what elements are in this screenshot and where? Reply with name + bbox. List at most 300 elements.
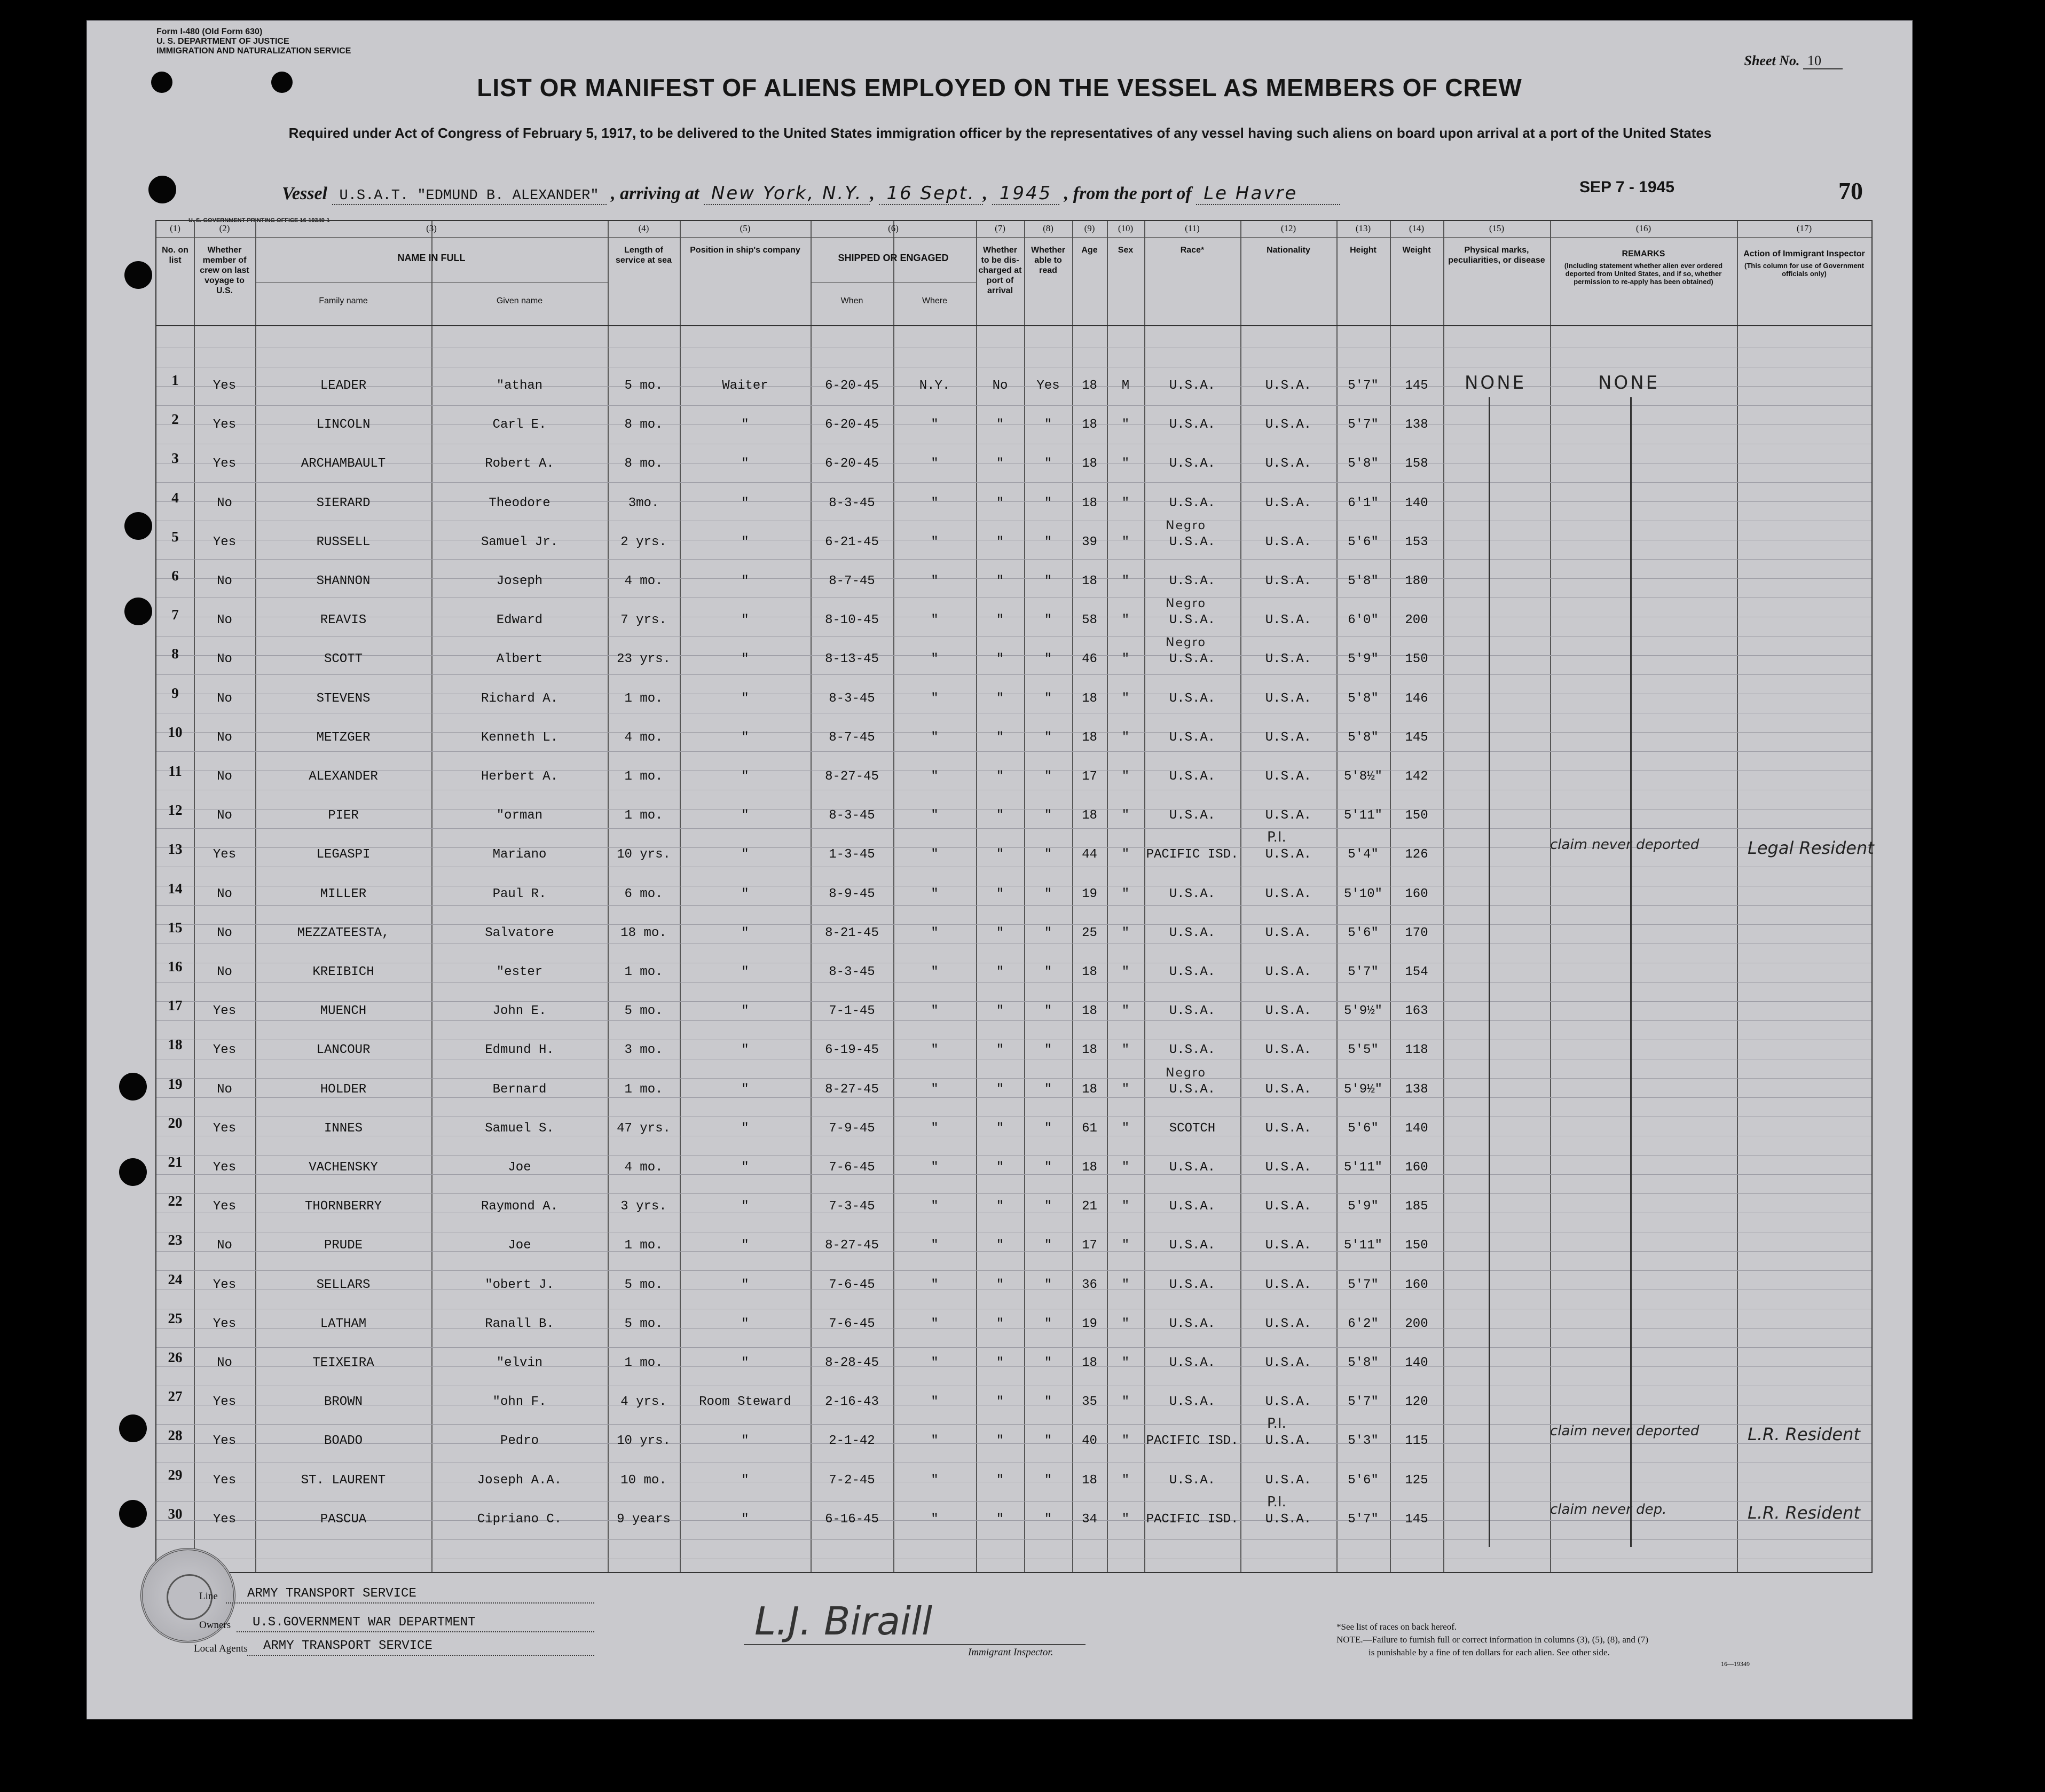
punch-hole (124, 261, 152, 289)
cell-weight: 185 (1405, 1199, 1428, 1214)
cell-height: 5'9" (1348, 1199, 1379, 1214)
cell-position: " (741, 652, 749, 667)
footer-note-races: *See list of races on back hereof. (1336, 1622, 1457, 1632)
cell-sex: " (1121, 1082, 1130, 1097)
continuation-line (1630, 397, 1632, 1547)
cell-service: 1 mo. (624, 1238, 663, 1253)
cell-weight: 160 (1405, 886, 1428, 901)
cell-crew: Yes (213, 1043, 237, 1058)
punch-hole (148, 176, 176, 203)
cell-family: SELLARS (316, 1277, 371, 1292)
cell-age: 35 (1082, 1395, 1097, 1410)
cell-family: INNES (324, 1121, 363, 1136)
column-header: Length of service at sea (616, 246, 672, 265)
cell-given: Carl E. (492, 418, 547, 433)
cell-weight: 142 (1405, 769, 1428, 784)
punch-hole (124, 598, 152, 625)
cell-weight: 118 (1405, 1043, 1428, 1058)
vessel-name: U.S.A.T. "EDMUND B. ALEXANDER" (332, 188, 607, 205)
cell-family: MEZZATEESTA, (297, 925, 390, 940)
cell-no: 15 (168, 919, 183, 936)
column-header: Whether to be dis-charged at port of arrival (978, 246, 1022, 295)
cell-race: U.S.A. (1169, 457, 1216, 471)
cell-read: " (1044, 1121, 1052, 1136)
cell-age: 21 (1082, 1199, 1097, 1214)
footer-note-penalty: NOTE.—Failure to furnish full or correct information in columns (3), (5), (8), and (7) (1336, 1634, 1648, 1645)
cell-discharged: " (996, 613, 1004, 628)
cell-position: " (741, 886, 749, 901)
cell-sex: " (1121, 691, 1130, 706)
punch-hole (119, 1500, 147, 1528)
cell-where: " (931, 1160, 939, 1175)
cell-no: 10 (168, 724, 183, 740)
cell-when: 7-1-45 (829, 1004, 875, 1019)
cell-nationality: U.S.A. (1265, 1277, 1312, 1292)
column-number: (17) (1796, 223, 1812, 233)
cell-height: 5'8" (1348, 691, 1379, 706)
cell-age: 39 (1082, 535, 1097, 549)
cell-service: 10 yrs. (617, 847, 671, 862)
cell-given: Richard A. (481, 691, 559, 706)
cell-height: 5'7" (1348, 1512, 1379, 1527)
cell-nationality: U.S.A. (1265, 886, 1312, 901)
cell-position: " (741, 1238, 749, 1253)
cell-read: " (1044, 1473, 1052, 1488)
cell-when: 7-2-45 (829, 1473, 875, 1488)
cell-given: Cipriano C. (477, 1512, 562, 1527)
cell-family: VACHENSKY (309, 1160, 378, 1175)
cell-when: 7-9-45 (829, 1121, 875, 1136)
cell-position: " (741, 1277, 749, 1292)
agents-value: ARMY TRANSPORT SERVICE (263, 1639, 432, 1653)
cell-given: "ester (496, 965, 543, 979)
cell-age: 25 (1082, 925, 1097, 940)
cell-height: 5'3" (1348, 1434, 1379, 1449)
cell-family: PRUDE (324, 1238, 363, 1253)
cell-read: " (1044, 535, 1052, 549)
cell-age: 19 (1082, 1316, 1097, 1331)
cell-no: 24 (168, 1271, 183, 1287)
cell-family: ST. LAURENT (301, 1473, 386, 1488)
cell-sex: " (1121, 1434, 1130, 1449)
column-number: (2) (219, 223, 230, 233)
cell-when: 8-3-45 (829, 691, 875, 706)
cell-discharged: " (996, 1160, 1004, 1175)
cell-where: " (931, 808, 939, 823)
cell-service: 5 mo. (624, 1277, 663, 1292)
cell-height: 5'8" (1348, 457, 1379, 471)
cell-when: 8-27-45 (825, 1082, 879, 1097)
cell-service: 3 yrs. (620, 1199, 667, 1214)
cell-crew: No (217, 1082, 232, 1097)
cell-family: METZGER (316, 730, 371, 745)
cell-read: " (1044, 1434, 1052, 1449)
remarks-none: NONE (1598, 372, 1660, 394)
column-subheader: (Including statement whether alien ever ordered deported from United States, and if so, whether permission to re-apply has been obtained) (1564, 262, 1723, 286)
cell-where: " (931, 1043, 939, 1058)
cell-nationality: U.S.A. (1265, 925, 1312, 940)
cell-sex: " (1121, 925, 1130, 940)
cell-where: " (931, 496, 939, 510)
cell-sex: " (1121, 1473, 1130, 1488)
cell-service: 4 mo. (624, 574, 663, 588)
cell-read: " (1044, 965, 1052, 979)
cell-read: " (1044, 691, 1052, 706)
cell-discharged: " (996, 730, 1004, 745)
cell-weight: 115 (1405, 1434, 1428, 1449)
cell-age: 36 (1082, 1277, 1097, 1292)
cell-given: Robert A. (485, 457, 554, 471)
cell-discharged: " (996, 808, 1004, 823)
cell-race: U.S.A. (1169, 769, 1216, 784)
cell-race: U.S.A. (1169, 613, 1216, 628)
cell-discharged: " (996, 652, 1004, 667)
cell-height: 5'9½" (1343, 1004, 1382, 1019)
cell-given: Joe (508, 1160, 531, 1175)
cell-position: Room Steward (699, 1395, 791, 1410)
column-number: (6) (888, 223, 899, 233)
cell-sex: " (1121, 1004, 1130, 1019)
cell-read: " (1044, 574, 1052, 588)
cell-position: " (741, 418, 749, 433)
cell-age: 58 (1082, 613, 1097, 628)
cell-position: " (741, 457, 749, 471)
cell-age: 18 (1082, 574, 1097, 588)
cell-discharged: " (996, 418, 1004, 433)
cell-read: " (1044, 886, 1052, 901)
cell-crew: Yes (213, 418, 237, 433)
cell-where: " (931, 1121, 939, 1136)
cell-discharged: " (996, 1043, 1004, 1058)
cell-nationality: U.S.A. (1265, 418, 1312, 433)
cell-race: U.S.A. (1169, 379, 1216, 393)
sheet-number-value: 10 (1803, 53, 1843, 69)
cell-read: Yes (1036, 379, 1060, 393)
cell-crew: Yes (213, 1434, 237, 1449)
cell-where: " (931, 847, 939, 862)
footer-note-fine: is punishable by a fine of ten dollars for each alien. See other side. (1368, 1647, 1610, 1657)
cell-position: " (741, 1121, 749, 1136)
page-subtitle: Required under Act of Congress of February 5, 1917, to be delivered to the United States immigration officer by the representatives of any vessel having such aliens on board upon arrival at a port of the United States (288, 125, 1712, 141)
cell-crew: No (217, 925, 232, 940)
cell-nationality: U.S.A. (1265, 613, 1312, 628)
cell-race: U.S.A. (1169, 1277, 1216, 1292)
cell-when: 8-7-45 (829, 730, 875, 745)
page-title: LIST OR MANIFEST OF ALIENS EMPLOYED ON THE VESSEL AS MEMBERS OF CREW (477, 74, 1522, 101)
cell-position: " (741, 691, 749, 706)
cell-position: " (741, 808, 749, 823)
race-note: Negro (1166, 1066, 1206, 1080)
cell-crew: No (217, 574, 232, 588)
inspector-label: Immigrant Inspector. (968, 1647, 1053, 1658)
cell-given: Edmund H. (485, 1043, 554, 1058)
cell-sex: " (1121, 496, 1130, 510)
cell-discharged: " (996, 1395, 1004, 1410)
cell-nationality: U.S.A. (1265, 1356, 1312, 1370)
crew-table (155, 220, 1873, 1573)
cell-nationality: U.S.A. (1265, 808, 1312, 823)
cell-no: 23 (168, 1232, 183, 1248)
column-header: Physical marks, peculiarities, or disease (1448, 246, 1545, 265)
cell-position: " (741, 535, 749, 549)
cell-sex: " (1121, 1316, 1130, 1331)
cell-read: " (1044, 1043, 1052, 1058)
vessel-label: Vessel (282, 184, 327, 203)
cell-where: " (931, 886, 939, 901)
cell-age: 18 (1082, 1160, 1097, 1175)
cell-weight: 125 (1405, 1473, 1428, 1488)
cell-given: "elvin (496, 1356, 543, 1370)
cell-weight: 145 (1405, 379, 1428, 393)
cell-service: 5 mo. (624, 1004, 663, 1019)
cell-race: U.S.A. (1169, 1043, 1216, 1058)
cell-sex: " (1121, 965, 1130, 979)
cell-nationality: U.S.A. (1265, 847, 1312, 862)
column-header: Age (1081, 246, 1098, 255)
cell-service: 2 yrs. (620, 535, 667, 549)
cell-age: 18 (1082, 418, 1097, 433)
cell-weight: 160 (1405, 1160, 1428, 1175)
cell-position: " (741, 1082, 749, 1097)
cell-read: " (1044, 1199, 1052, 1214)
cell-race: U.S.A. (1169, 1356, 1216, 1370)
cell-given: Samuel S. (485, 1121, 554, 1136)
sheet-number: Sheet No. 10 (1744, 53, 1843, 69)
cell-family: PIER (328, 808, 359, 823)
column-header: Weight (1402, 246, 1431, 255)
cell-discharged: " (996, 847, 1004, 862)
inspector-action: L.R. Resident (1748, 1502, 1860, 1523)
cell-age: 17 (1082, 769, 1097, 784)
cell-no: 12 (168, 802, 183, 819)
cell-weight: 153 (1405, 535, 1428, 549)
cell-height: 6'0" (1348, 613, 1379, 628)
cell-crew: No (217, 691, 232, 706)
cell-no: 22 (168, 1193, 183, 1209)
form-header (156, 27, 351, 56)
cell-where: " (931, 613, 939, 628)
cell-no: 9 (171, 685, 179, 701)
cell-height: 5'6" (1348, 535, 1379, 549)
cell-service: 3mo. (628, 496, 659, 510)
cell-sex: " (1121, 1160, 1130, 1175)
cell-nationality: U.S.A. (1265, 574, 1312, 588)
cell-when: 6-16-45 (825, 1512, 879, 1527)
cell-service: 9 years (617, 1512, 671, 1527)
cell-race: U.S.A. (1169, 1199, 1216, 1214)
column-header: NAME IN FULL (397, 253, 466, 263)
cell-where: " (931, 574, 939, 588)
cell-read: " (1044, 808, 1052, 823)
column-number: (15) (1489, 223, 1505, 233)
cell-weight: 154 (1405, 965, 1428, 979)
cell-no: 1 (171, 372, 179, 388)
cell-race: U.S.A. (1169, 1082, 1216, 1097)
cell-no: 11 (168, 763, 182, 779)
cell-family: BROWN (324, 1395, 363, 1410)
physical-marks-none: NONE (1465, 372, 1527, 394)
cell-no: 2 (171, 411, 179, 428)
cell-where: " (931, 1473, 939, 1488)
cell-service: 8 mo. (624, 457, 663, 471)
cell-weight: 170 (1405, 925, 1428, 940)
cell-service: 4 yrs. (620, 1395, 667, 1410)
cell-weight: 163 (1405, 1004, 1428, 1019)
cell-when: 8-28-45 (825, 1356, 879, 1370)
inspector-signature: L.J. Biraill (754, 1599, 933, 1644)
cell-discharged: " (996, 1121, 1004, 1136)
manifest-sheet (86, 20, 1913, 1719)
column-number: (9) (1084, 223, 1095, 233)
cell-discharged: " (996, 535, 1004, 549)
cell-when: 8-9-45 (829, 886, 875, 901)
cell-nationality: U.S.A. (1265, 1121, 1312, 1136)
cell-position: " (741, 1043, 749, 1058)
cell-no: 5 (171, 528, 179, 545)
cell-service: 1 mo. (624, 808, 663, 823)
cell-read: " (1044, 613, 1052, 628)
cell-when: 8-21-45 (825, 925, 879, 940)
race-note: Negro (1166, 597, 1206, 611)
cell-no: 28 (168, 1427, 183, 1444)
cell-when: 6-20-45 (825, 457, 879, 471)
cell-crew: No (217, 965, 232, 979)
cell-crew: No (217, 652, 232, 667)
cell-nationality: U.S.A. (1265, 1473, 1312, 1488)
cell-read: " (1044, 418, 1052, 433)
cell-sex: " (1121, 1121, 1130, 1136)
cell-when: 8-3-45 (829, 808, 875, 823)
cell-no: 27 (168, 1388, 183, 1405)
header-divider (811, 282, 976, 283)
cell-read: " (1044, 1160, 1052, 1175)
cell-service: 5 mo. (624, 379, 663, 393)
cell-nationality: U.S.A. (1265, 1395, 1312, 1410)
cell-where: " (931, 769, 939, 784)
column-number: (1) (170, 223, 180, 233)
cell-no: 4 (171, 489, 179, 506)
cell-given: Joe (508, 1238, 531, 1253)
cell-race: U.S.A. (1169, 574, 1216, 588)
cell-when: 8-27-45 (825, 769, 879, 784)
cell-given: "orman (496, 808, 543, 823)
cell-read: " (1044, 847, 1052, 862)
cell-where: " (931, 1434, 939, 1449)
cell-race: U.S.A. (1169, 1316, 1216, 1331)
cell-position: Waiter (722, 379, 768, 393)
cell-no: 19 (168, 1075, 183, 1092)
line-label: Line (199, 1591, 218, 1602)
owners-value: U.S.GOVERNMENT WAR DEPARTMENT (253, 1615, 476, 1630)
cell-no: 17 (168, 997, 183, 1014)
cell-height: 5'8½" (1343, 769, 1382, 784)
cell-when: 7-6-45 (829, 1316, 875, 1331)
agents-label: Local Agents (194, 1643, 248, 1654)
cell-read: " (1044, 769, 1052, 784)
column-header: Race* (1180, 246, 1205, 255)
cell-race: U.S.A. (1169, 1473, 1216, 1488)
service: IMMIGRATION AND NATURALIZATION SERVICE (156, 46, 351, 56)
cell-given: Albert (496, 652, 543, 667)
cell-discharged: " (996, 1004, 1004, 1019)
cell-family: LANCOUR (316, 1043, 371, 1058)
cell-height: 5'4" (1348, 847, 1379, 862)
column-subheader: Where (922, 296, 948, 305)
cell-weight: 150 (1405, 652, 1428, 667)
cell-discharged: " (996, 965, 1004, 979)
cell-position: " (741, 496, 749, 510)
column-header: Whether able to read (1031, 246, 1065, 275)
cell-given: Samuel Jr. (481, 535, 559, 549)
cell-height: 5'8" (1348, 1356, 1379, 1370)
cell-height: 5'6" (1348, 1473, 1379, 1488)
remarks-handwritten: claim never deported (1550, 837, 1700, 853)
departure-port: Le Havre (1196, 183, 1340, 205)
cell-where: " (931, 1082, 939, 1097)
cell-sex: " (1121, 613, 1130, 628)
cell-no: 14 (168, 880, 183, 897)
cell-height: 5'10" (1343, 886, 1382, 901)
cell-no: 6 (171, 568, 179, 584)
cell-weight: 150 (1405, 1238, 1428, 1253)
cell-position: " (741, 1512, 749, 1527)
cell-where: " (931, 652, 939, 667)
cell-race: U.S.A. (1169, 418, 1216, 433)
cell-no: 8 (171, 646, 179, 662)
cell-service: 47 yrs. (617, 1121, 671, 1136)
cell-weight: 140 (1405, 1356, 1428, 1370)
cell-height: 5'11" (1343, 1238, 1382, 1253)
cell-when: 2-16-43 (825, 1395, 879, 1410)
cell-crew: No (217, 613, 232, 628)
column-number: (3) (426, 223, 437, 233)
line-value: ARMY TRANSPORT SERVICE (247, 1586, 416, 1601)
cell-where: " (931, 965, 939, 979)
cell-race: PACIFIC ISD. (1146, 1512, 1239, 1527)
continuation-line (1489, 397, 1490, 1547)
cell-sex: " (1121, 1512, 1130, 1527)
cell-where: " (931, 1277, 939, 1292)
cell-weight: 140 (1405, 1121, 1428, 1136)
cell-no: 13 (168, 841, 183, 858)
page-number: 70 (1838, 177, 1863, 205)
cell-height: 5'11" (1343, 1160, 1382, 1175)
cell-sex: " (1121, 652, 1130, 667)
cell-nationality: U.S.A. (1265, 1316, 1312, 1331)
column-header: SHIPPED OR ENGAGED (838, 253, 949, 263)
cell-crew: Yes (213, 535, 237, 549)
cell-weight: 180 (1405, 574, 1428, 588)
cell-age: 18 (1082, 457, 1097, 471)
cell-where: " (931, 691, 939, 706)
cell-crew: Yes (213, 457, 237, 471)
cell-discharged: No (992, 379, 1008, 393)
cell-position: " (741, 1434, 749, 1449)
cell-height: 5'7" (1348, 418, 1379, 433)
cell-service: 5 mo. (624, 1316, 663, 1331)
cell-service: 10 yrs. (617, 1434, 671, 1449)
cell-discharged: " (996, 1082, 1004, 1097)
cell-service: 10 mo. (620, 1473, 667, 1488)
cell-no: 25 (168, 1310, 183, 1326)
cell-position: " (741, 1004, 749, 1019)
cell-discharged: " (996, 769, 1004, 784)
cell-race: U.S.A. (1169, 808, 1216, 823)
cell-when: 8-3-45 (829, 965, 875, 979)
cell-age: 18 (1082, 1356, 1097, 1370)
cell-where: " (931, 457, 939, 471)
cell-position: " (741, 1356, 749, 1370)
